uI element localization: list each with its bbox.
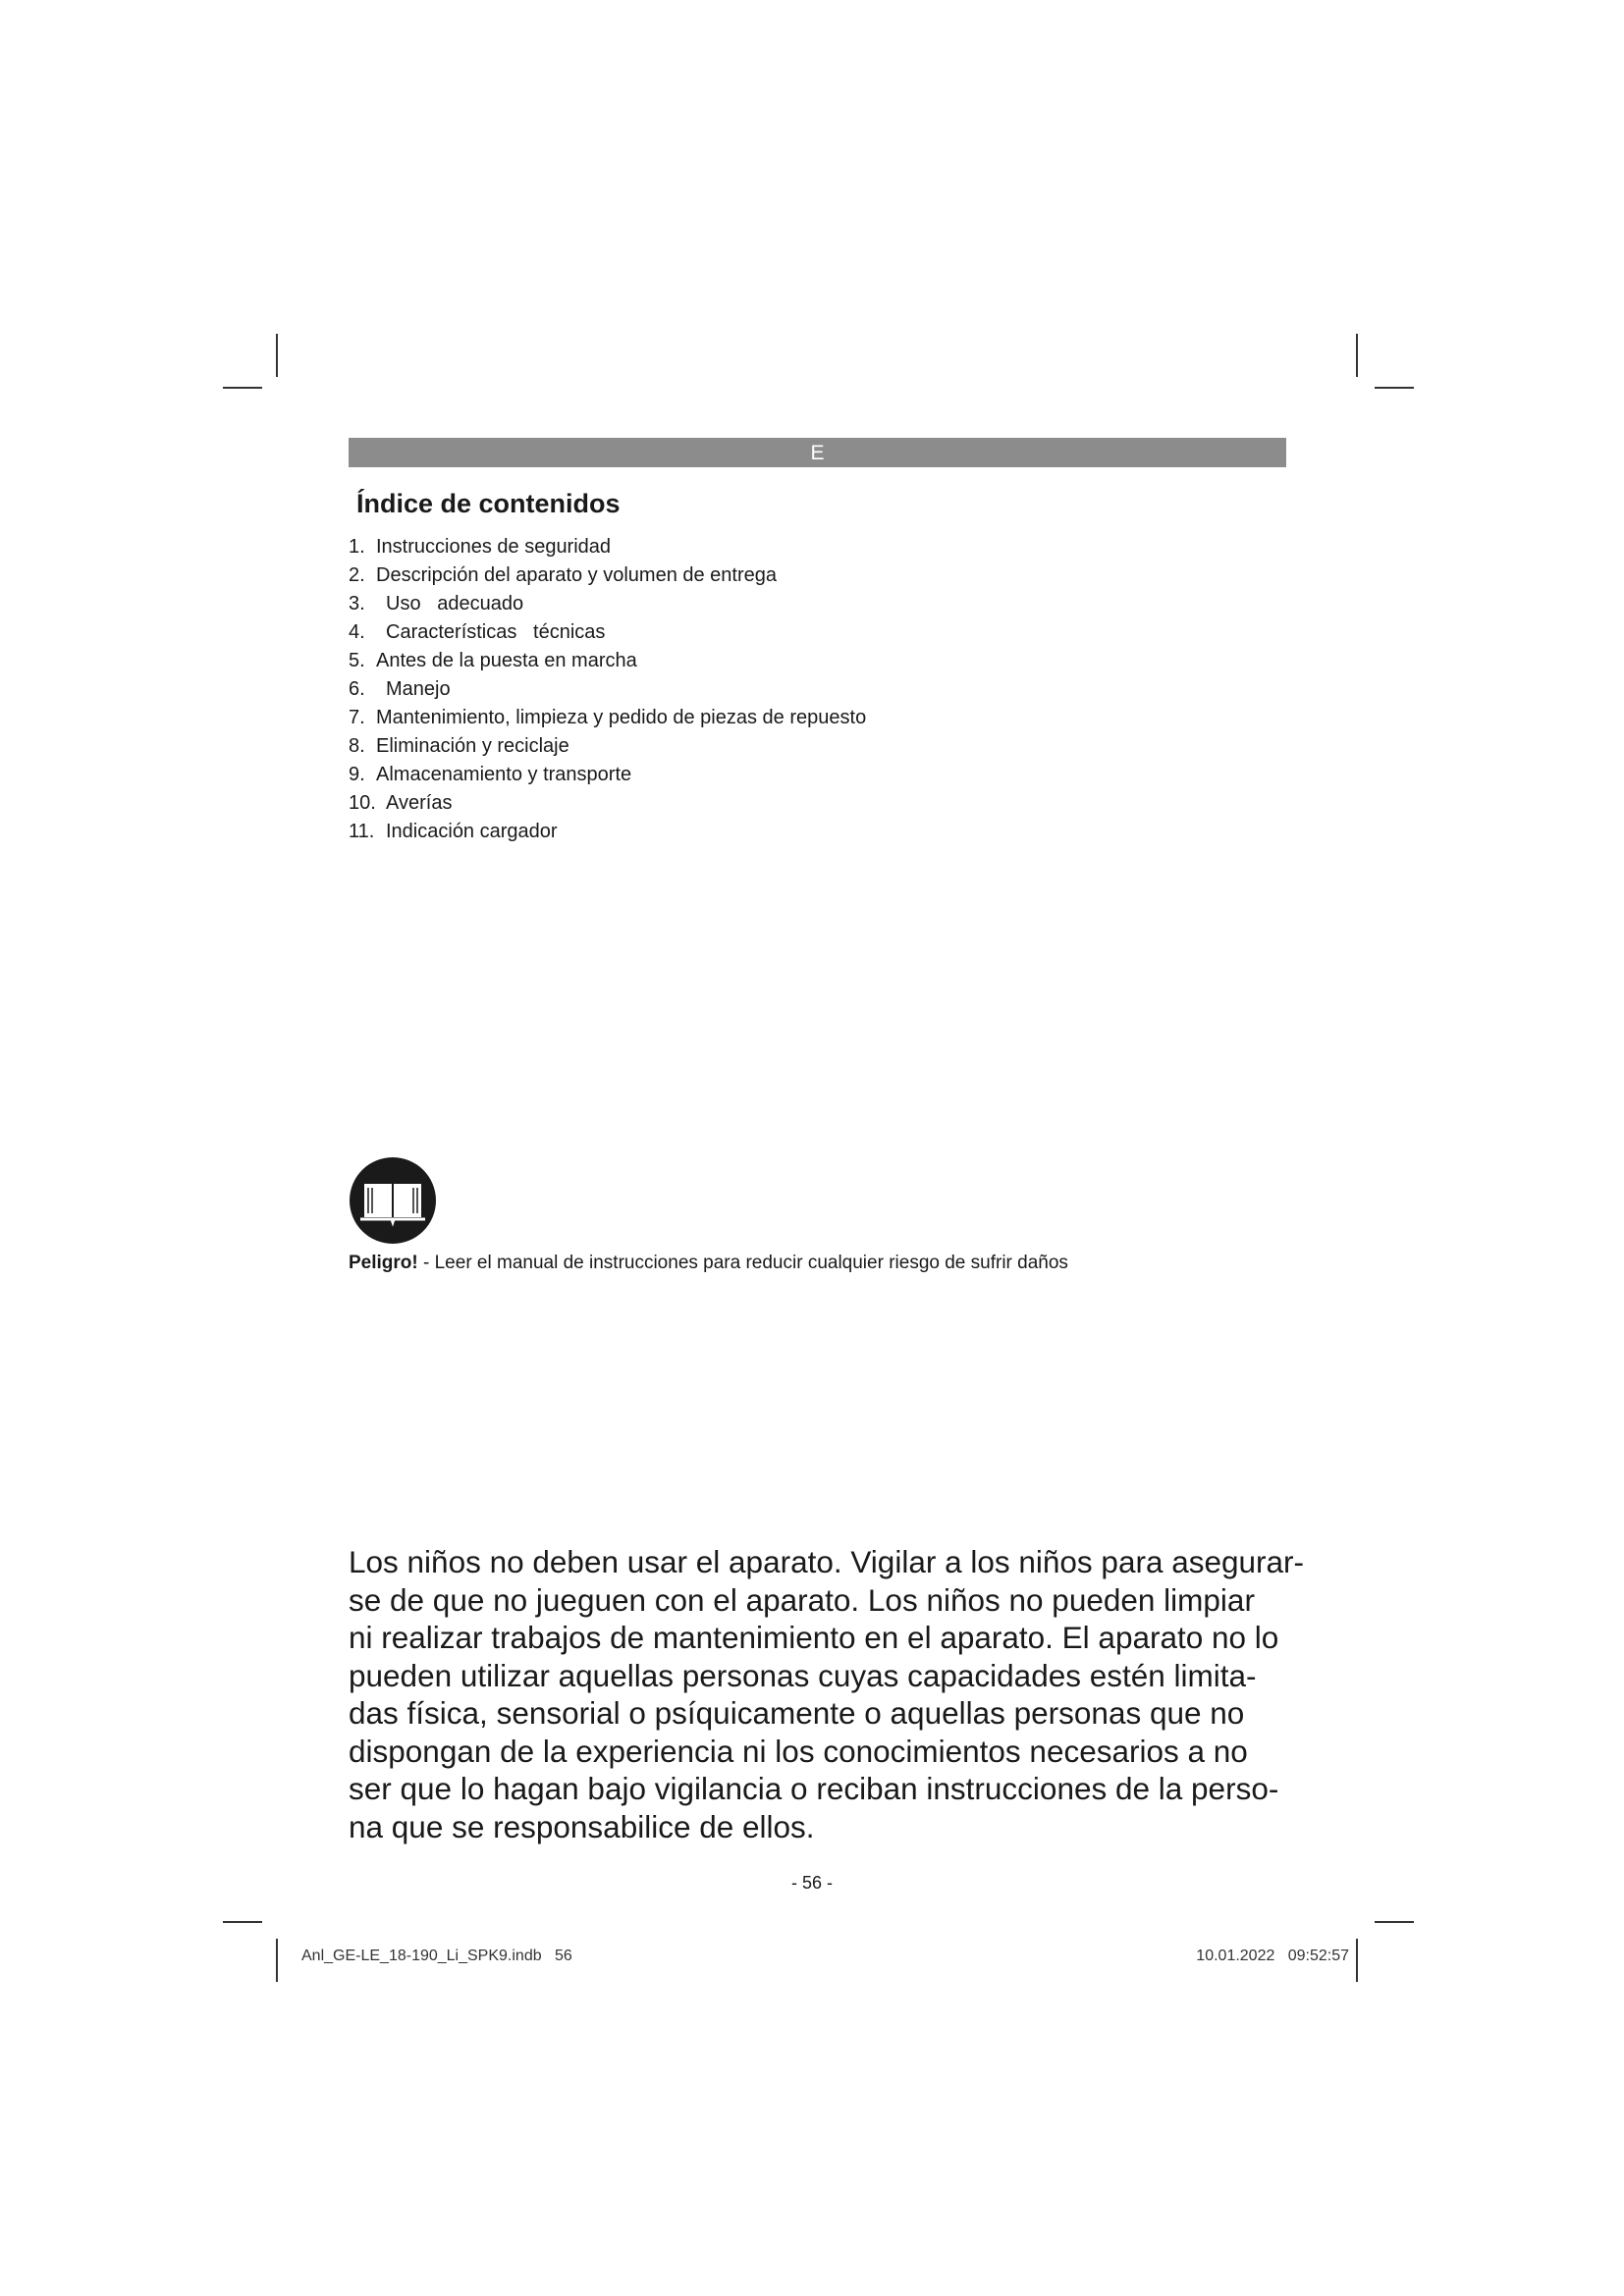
notice-line: Los niños no deben usar el aparato. Vigilar a los niños para asegurar- [349,1544,1305,1579]
toc-item-number: 1. [349,536,365,558]
notice-line: na que se responsabilice de ellos. [349,1808,815,1844]
children-notice [349,1543,1321,1845]
crop-mark [276,334,278,377]
toc-list [349,533,866,846]
toc-item-label: Averías [386,792,453,814]
book-icon [349,1156,437,1245]
toc-item [349,818,866,846]
crop-mark [1356,334,1358,377]
crop-mark [223,387,262,389]
toc-item-label: Características técnicas [386,621,606,643]
toc-item [349,533,866,561]
toc-item-number: 3. [349,593,365,614]
toc-item-number: 8. [349,735,365,757]
toc-item-number: 7. [349,707,365,728]
notice-line: ser que lo hagan bajo vigilancia o reciban instrucciones de la perso- [349,1771,1279,1806]
warning-text: - Leer el manual de instrucciones para reducir cualquier riesgo de sufrir daños [417,1253,1068,1273]
toc-item-number: 5. [349,650,365,671]
crop-mark [1356,1939,1358,1982]
toc-item-label: Eliminación y reciclaje [376,735,569,757]
toc-item-label: Almacenamiento y transporte [376,764,632,785]
warning-line [349,1253,1068,1274]
notice-line: das física, sensorial o psíquicamente o aquellas personas que no [349,1695,1245,1731]
language-header-bar [349,438,1286,467]
crop-mark [223,1921,262,1923]
toc-item-label: Manejo [386,678,451,700]
toc-item-number: 6. [349,678,365,700]
notice-line: se de que no jueguen con el aparato. Los niños no pueden limpiar [349,1581,1255,1618]
toc-item-label: Antes de la puesta en marcha [376,650,637,671]
toc-item [349,618,866,647]
footer-timestamp: 10.01.2022 09:52:57 [1196,1948,1349,1964]
toc-item-label: Instrucciones de seguridad [376,536,612,558]
toc-item-label: Descripción del aparato y volumen de entrega [376,564,778,586]
warning-label: Peligro! [349,1253,418,1273]
toc-item [349,704,866,732]
footer-file-name: Anl_GE-LE_18-190_Li_SPK9.indb 56 [301,1948,572,1964]
toc-item [349,675,866,704]
toc-item-label: Mantenimiento, limpieza y pedido de piezas de repuesto [376,707,867,728]
notice-line: pueden utilizar aquellas personas cuyas capacidades estén limita- [349,1657,1257,1693]
toc-item-label: Indicación cargador [386,821,558,842]
toc-title: Índice de contenidos [356,489,621,518]
toc-item [349,732,866,761]
crop-mark [1375,387,1414,389]
page-number: - 56 - [790,1873,833,1893]
toc-item-number: 10. [349,792,376,814]
language-code: E [810,441,825,464]
toc-item-number: 11. [349,821,375,842]
crop-mark [276,1939,278,1982]
crop-mark [1375,1921,1414,1923]
notice-line: dispongan de la experiencia ni los conocimientos necesarios a no [349,1733,1248,1769]
toc-item [349,561,866,590]
notice-line: ni realizar trabajos de mantenimiento en el aparato. El aparato no lo [349,1620,1279,1655]
toc-item [349,761,866,789]
toc-item-number: 4. [349,621,365,643]
toc-item [349,789,866,818]
toc-item-number: 2. [349,564,365,586]
toc-item [349,647,866,675]
toc-item-label: Uso adecuado [386,593,524,614]
toc-item-number: 9. [349,764,365,785]
toc-item [349,590,866,618]
